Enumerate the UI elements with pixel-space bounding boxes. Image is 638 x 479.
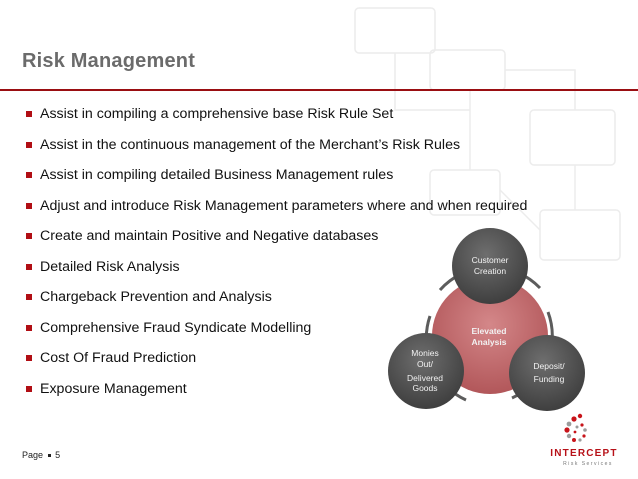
bullet-text: Create and maintain Positive and Negative databases [40, 228, 379, 244]
page-number: 5 [55, 450, 61, 460]
bullet-text: Assist in compiling detailed Business Management rules [40, 167, 394, 183]
bullet-text: Assist in compiling a comprehensive base Risk Rule Set [40, 106, 394, 122]
logo-tagline: Risk Services [563, 461, 613, 467]
bullet-text: Adjust and introduce Risk Management parameters where and when required [40, 197, 528, 214]
left-circle-label-line4: Goods [412, 383, 438, 393]
left-circle-label-line3: Delivered [407, 373, 443, 383]
page-label: Page [22, 450, 44, 460]
center-label-line2: Analysis [471, 337, 507, 347]
bullet-text: Cost Of Fraud Prediction [40, 350, 197, 366]
left-circle [388, 333, 464, 409]
bullet-text: Chargeback Prevention and Analysis [40, 289, 272, 305]
intercept-logo [544, 410, 624, 470]
logo-swirl-icon [564, 414, 586, 442]
page-title: Risk Management [22, 50, 196, 72]
right-circle [509, 335, 585, 411]
right-circle-label-line1: Deposit/ [533, 361, 565, 371]
right-circle-label-line2: Funding [533, 374, 565, 384]
page-footer [22, 450, 60, 460]
center-label-line1: Elevated [471, 326, 507, 336]
bullet-text: Comprehensive Fraud Syndicate Modelling [40, 319, 312, 336]
logo-name: INTERCEPT [550, 448, 618, 459]
left-circle-label-line1: Monies [411, 348, 439, 358]
top-circle-label-line1: Customer [471, 255, 509, 265]
page-separator-icon [48, 454, 51, 457]
bullet-text: Exposure Management [40, 380, 187, 397]
bullet-text: Assist in the continuous management of the Merchant’s Risk Rules [40, 136, 461, 153]
bullet-text: Detailed Risk Analysis [40, 258, 180, 275]
top-circle-label-line2: Creation [473, 266, 507, 276]
left-circle-label-line2: Out/ [416, 359, 434, 369]
